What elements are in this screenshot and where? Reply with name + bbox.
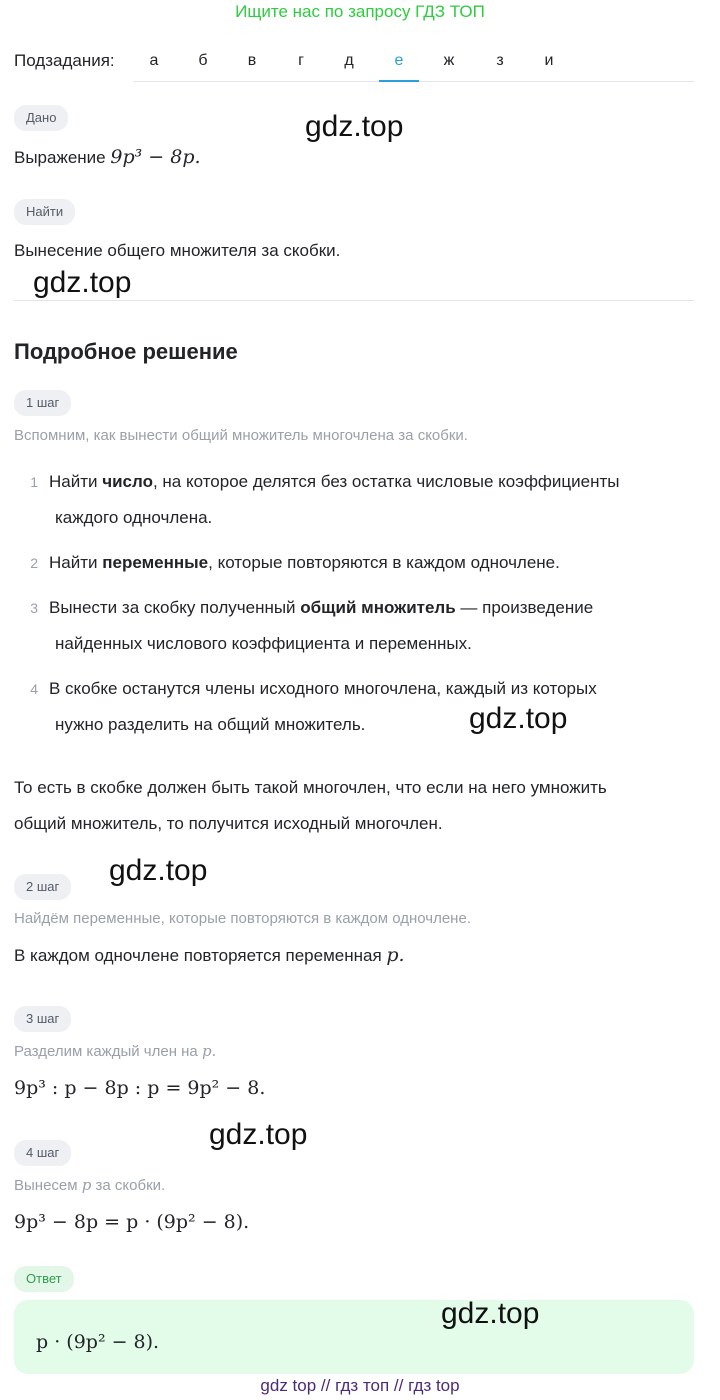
list-number: 3 bbox=[30, 600, 38, 616]
list-item-text: Найти bbox=[49, 472, 103, 491]
given-section bbox=[14, 105, 68, 131]
list-number: 2 bbox=[30, 555, 38, 571]
promo-banner: Ищите нас по запросу ГДЗ ТОП bbox=[235, 2, 485, 21]
step4-intro-line bbox=[14, 1174, 165, 1197]
step1-intro: Вспомним, как вынести общий множитель многочлена за скобки. bbox=[14, 427, 468, 444]
list-item: В скобке останутся члены исходного многочлена, каждый из которых bbox=[49, 679, 597, 698]
step4-intro-post: за скобки. bbox=[95, 1177, 166, 1194]
find-section bbox=[14, 199, 75, 225]
solution-title: Подробное решение bbox=[14, 339, 238, 364]
step1-note-line2: общий множитель, то получится исходный многочлен. bbox=[14, 814, 443, 833]
list-number: 1 bbox=[30, 474, 38, 490]
given-text: Выражение bbox=[14, 148, 106, 167]
list-item-text: Вынести за скобку полученный bbox=[49, 598, 301, 617]
list-item-continuation: найденных числового коэффициента и переменных. bbox=[55, 634, 472, 653]
watermark-text: gdz.top bbox=[33, 266, 132, 299]
step1-section bbox=[14, 390, 71, 416]
tab-subtask-d[interactable]: д bbox=[344, 52, 354, 69]
find-text: Вынесение общего множителя за скобки. bbox=[14, 241, 341, 260]
step4-pill: 4 шаг bbox=[14, 1140, 71, 1166]
list-item-text: , на которое делятся без остатка числовые коэффициенты bbox=[152, 472, 620, 491]
list-item-text: Найти bbox=[49, 553, 103, 572]
step3-variable: p. bbox=[201, 1042, 217, 1060]
given-pill: Дано bbox=[14, 105, 68, 131]
tab-subtask-g[interactable]: г bbox=[298, 52, 304, 69]
find-pill: Найти bbox=[14, 199, 75, 225]
list-item bbox=[49, 545, 560, 581]
tab-subtask-i[interactable]: и bbox=[544, 52, 554, 69]
step3-pill: 3 шаг bbox=[14, 1006, 71, 1032]
list-item-continuation: каждого одночлена. bbox=[55, 508, 213, 527]
list-number: 4 bbox=[30, 681, 38, 697]
watermark-text: gdz.top bbox=[441, 1297, 540, 1330]
answer-section bbox=[14, 1266, 74, 1292]
step2-variable: p. bbox=[386, 944, 405, 966]
tab-subtask-e[interactable]: е bbox=[379, 50, 419, 72]
footer-links[interactable]: gdz top // гдз топ // гдз top bbox=[260, 1376, 460, 1395]
tab-subtask-z[interactable]: з bbox=[496, 52, 504, 69]
step2-statement bbox=[14, 943, 405, 968]
list-item bbox=[49, 464, 620, 500]
subtasks-tabs bbox=[134, 42, 694, 82]
subtasks-label: Подзадания: bbox=[14, 51, 115, 70]
list-item-text: — произведение bbox=[455, 598, 594, 617]
step2-intro: Найдём переменные, которые повторяются в каждом одночлене. bbox=[14, 910, 471, 927]
step3-section bbox=[14, 1006, 71, 1032]
step1-note-line1: То есть в скобке должен быть такой многочлен, что если на него умножить bbox=[14, 778, 607, 797]
step2-text: В каждом одночлене повторяется переменная bbox=[14, 946, 382, 965]
answer-pill: Ответ bbox=[14, 1266, 74, 1292]
step1-pill: 1 шаг bbox=[14, 390, 71, 416]
step2-section bbox=[14, 874, 71, 900]
watermark-text: gdz.top bbox=[109, 854, 208, 887]
watermark-text: gdz.top bbox=[209, 1118, 308, 1151]
tab-subtask-b[interactable]: б bbox=[198, 52, 208, 69]
watermark-text: gdz.top bbox=[469, 702, 568, 735]
tab-subtask-a[interactable]: а bbox=[149, 52, 159, 69]
list-item-text: , которые повторяются в каждом одночлене. bbox=[208, 553, 560, 572]
given-expression: 9p³ − 8p. bbox=[110, 146, 201, 168]
step4-expression: 9p³ − 8p = p · (9p² − 8). bbox=[14, 1211, 250, 1233]
step4-intro-pre: Вынесем bbox=[14, 1177, 78, 1194]
step4-variable: p bbox=[81, 1176, 92, 1194]
list-item-continuation: нужно разделить на общий множитель. bbox=[55, 715, 366, 734]
step3-expression: 9p³ : p − 8p : p = 9p² − 8. bbox=[14, 1077, 266, 1099]
list-item bbox=[49, 590, 593, 626]
list-item-bold: общий множитель bbox=[300, 598, 456, 617]
tab-subtask-zh[interactable]: ж bbox=[443, 52, 455, 69]
list-item-bold: переменные bbox=[102, 553, 209, 572]
step4-section bbox=[14, 1140, 71, 1166]
step2-pill: 2 шаг bbox=[14, 874, 71, 900]
step3-intro-line bbox=[14, 1040, 216, 1063]
answer-expression: p · (9p² − 8). bbox=[36, 1331, 160, 1353]
given-statement bbox=[14, 145, 201, 170]
list-item-bold: число bbox=[102, 472, 153, 491]
tab-subtask-v[interactable]: в bbox=[247, 52, 257, 69]
step3-intro: Разделим каждый член на bbox=[14, 1043, 198, 1060]
watermark-text: gdz.top bbox=[305, 110, 404, 143]
section-divider bbox=[14, 300, 694, 301]
